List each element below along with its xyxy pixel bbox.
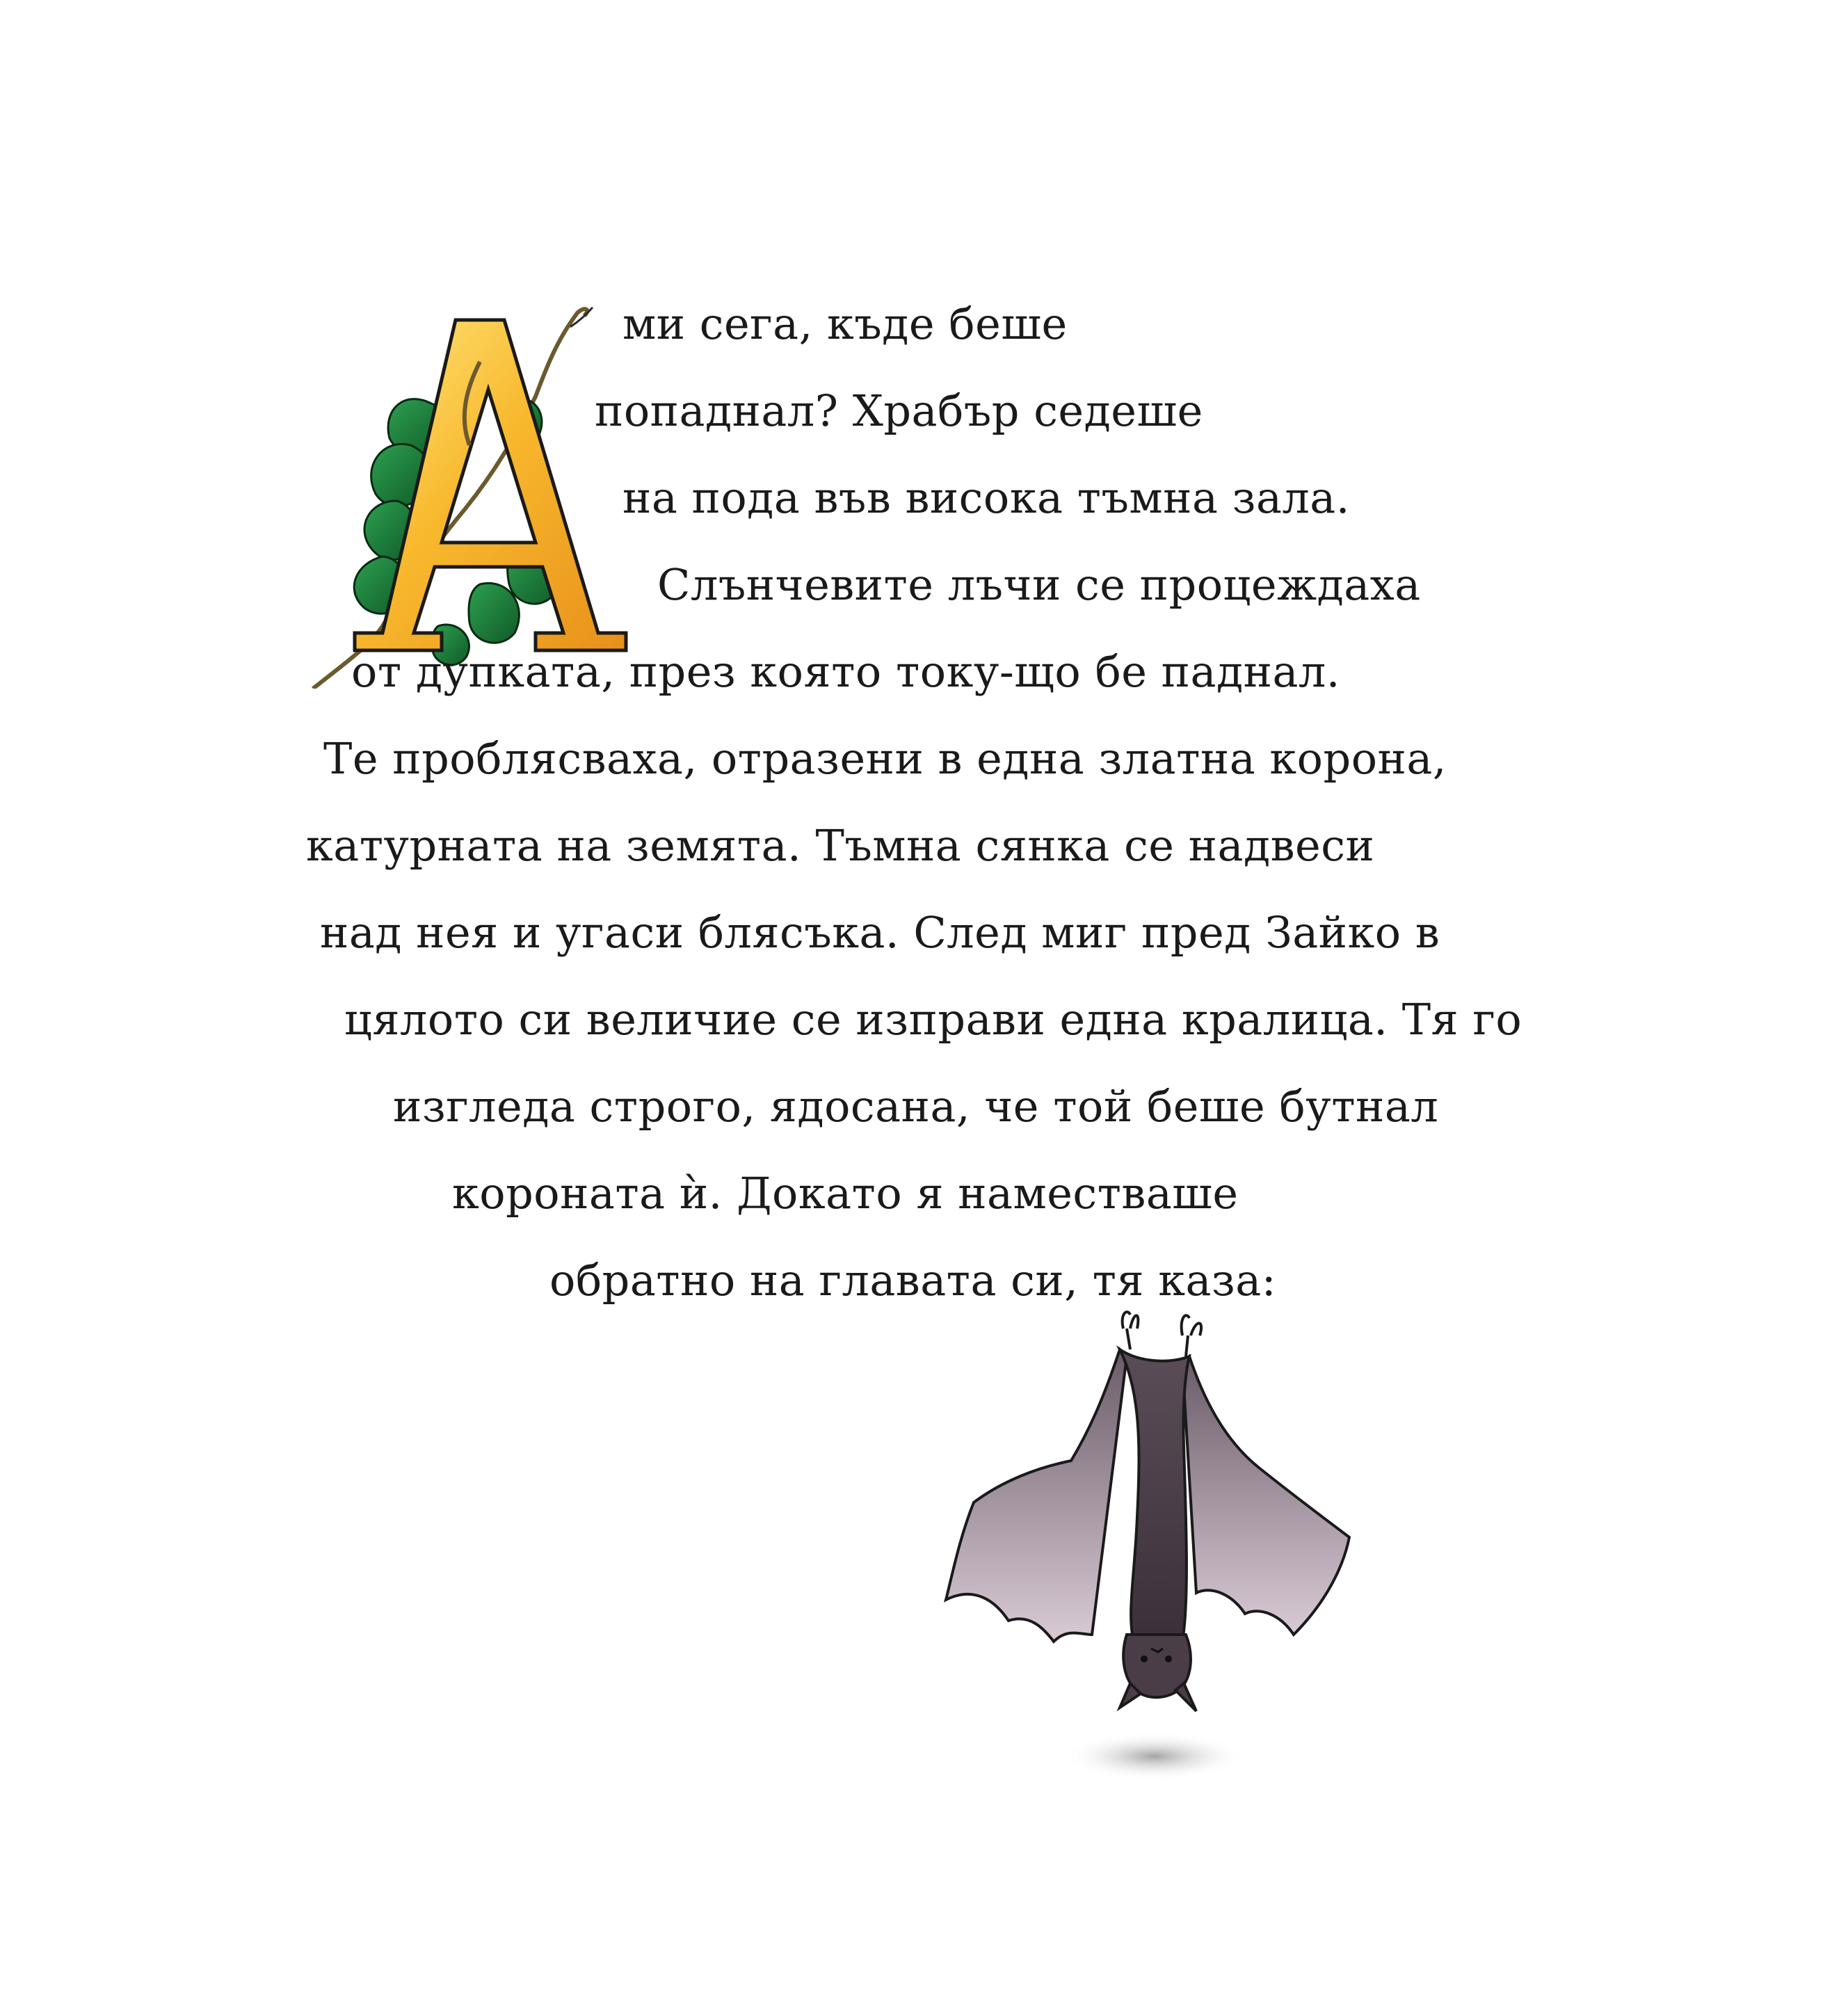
text-line-1: ми сега, къде беше xyxy=(622,298,1068,349)
text-line-10: изгледа строго, ядосана, че той беше бутнал xyxy=(393,1081,1439,1132)
text-line-6: Те проблясваха, отразени в една златна корона, xyxy=(323,733,1447,784)
text-line-12: обратно на главата си, тя каза: xyxy=(549,1255,1277,1306)
text-line-4: Слънчевите лъчи се процеждаха xyxy=(657,559,1421,610)
bat-head-icon xyxy=(1120,1635,1196,1711)
text-line-9: цялото си величие се изправи една кралица. Тя го xyxy=(344,994,1522,1045)
text-line-5: от дупката, през която току-що бе паднал. xyxy=(351,646,1341,697)
text-line-2: попаднал? Храбър седеше xyxy=(595,385,1203,436)
hanging-bat-illustration xyxy=(932,1308,1377,1795)
bat-shadow xyxy=(1064,1732,1245,1781)
bat-right-wing xyxy=(1182,1356,1349,1635)
text-line-8: над нея и угаси блясъка. След миг пред Зайко в xyxy=(320,907,1440,958)
bat-left-wing xyxy=(946,1349,1127,1642)
bat-body xyxy=(1120,1349,1189,1642)
text-line-7: катурнатa на земята. Тъмна сянка се надвеси xyxy=(306,820,1375,871)
text-line-11: короната ѝ. Докато я наместваше xyxy=(452,1168,1239,1219)
text-line-3: на пода във висока тъмна зала. xyxy=(622,472,1350,523)
bat-claws-icon xyxy=(1123,1312,1201,1356)
